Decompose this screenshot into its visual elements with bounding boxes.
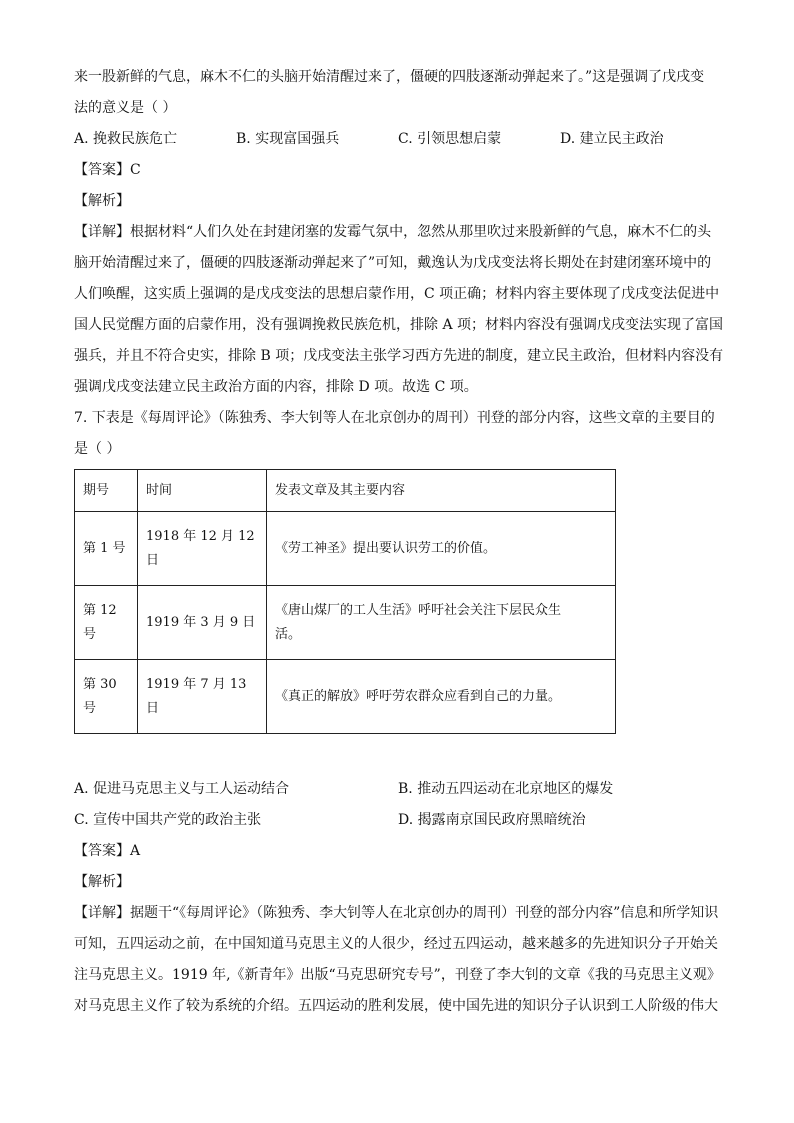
option-d: D. 揭露南京国民政府黑暗统治 [398, 812, 586, 828]
content-cell: 《劳工神圣》提出要认识劳工的价值。 [267, 512, 616, 586]
header-date: 时间 [138, 470, 267, 512]
date-cell: 1919 年 7 月 13 日 [138, 660, 267, 734]
detail-line: 可知，五四运动之前，在中国知道马克思主义的人很少，经过五四运动，越来越多的先进知识分子开始关 [74, 936, 718, 952]
date-cell: 1918 年 12 月 12 日 [138, 512, 267, 586]
detail-line: 脑开始清醒过来了，僵硬的四肢逐渐动弹起来了”可知，戴逸认为戊戌变法将长期处在封建闭塞环境中的 [74, 255, 712, 271]
option-b: B. 实现富国强兵 [236, 131, 340, 147]
detail-line: 国人民觉醒方面的启蒙作用，没有强调挽救民族危机，排除 A 项；材料内容没有强调戊戌变法实现了富国 [74, 317, 724, 333]
detail-line: 【详解】根据材料“人们久处在封建闭塞的发霉气氛中，忽然从那里吹过来股新鲜的气息，麻木不仁的头 [74, 224, 712, 240]
table-row [75, 586, 616, 660]
question-7-stem [74, 403, 724, 465]
detail-line: 强兵，并且不符合史实，排除 B 项；戊戌变法主张学习西方先进的制度，建立民主政治，但材料内容没有 [74, 348, 724, 364]
stem-line: 7. 下表是《每周评论》（陈独秀、李大钊等人在北京创办的周刊）刊登的部分内容，这些文章的主要目的 [74, 410, 715, 426]
weekly-review-table [74, 469, 616, 734]
header-content: 发表文章及其主要内容 [267, 470, 616, 512]
question-7-options-row-1 [74, 774, 724, 805]
detail-line: 【详解】据题干“《每周评论》（陈独秀、李大钊等人在北京创办的周刊）刊登的部分内容”信息和所学知识 [74, 905, 719, 921]
content-cell: 《真正的解放》呼吁劳农群众应看到自己的力量。 [267, 660, 616, 734]
stem-line: 法的意义是（ ） [74, 100, 177, 116]
stem-line: 是（ ） [74, 441, 121, 457]
prev-question-options [74, 124, 724, 155]
header-issue: 期号 [75, 470, 138, 512]
prev-question-detail [74, 217, 724, 403]
option-a: A. 促进马克思主义与工人运动结合 [74, 781, 290, 797]
issue-cell: 第 30 号 [75, 660, 138, 734]
question-7-detail [74, 898, 724, 1022]
option-c: C. 引领思想启蒙 [398, 131, 502, 147]
analysis-label: 【解析】 [74, 874, 130, 890]
detail-line: 对马克思主义作了较为系统的介绍。五四运动的胜利发展，使中国先进的知识分子认识到工人阶级的伟大 [74, 998, 718, 1014]
stem-line: 来一股新鲜的气息，麻木不仁的头脑开始清醒过来了，僵硬的四肢逐渐动弹起来了。”这是强调了戊戌变 [74, 69, 705, 85]
table-row [75, 660, 616, 734]
date-cell: 1919 年 3 月 9 日 [138, 586, 267, 660]
answer-label: 【答案】C [74, 162, 141, 178]
document-page [74, 62, 724, 1022]
detail-line: 强调戊戌变法建立民主政治方面的内容，排除 D 项。故选 C 项。 [74, 379, 478, 395]
issue-cell: 第 1 号 [75, 512, 138, 586]
spacer [74, 734, 724, 774]
table-header-row [75, 470, 616, 512]
option-b: B. 推动五四运动在北京地区的爆发 [398, 781, 614, 797]
analysis-label: 【解析】 [74, 193, 130, 209]
issue-cell: 第 12 号 [75, 586, 138, 660]
prev-question-stem [74, 62, 724, 124]
option-d: D. 建立民主政治 [560, 131, 664, 147]
question-7-options-row-2 [74, 805, 724, 836]
detail-line: 注马克思主义。1919 年,《新青年》出版“马克思研究专号”，刊登了李大钊的文章《我的马克思主义观》 [74, 967, 721, 983]
option-a: A. 挽救民族危亡 [74, 131, 178, 147]
table-row [75, 512, 616, 586]
detail-line: 人们唤醒，这实质上强调的是戊戌变法的思想启蒙作用，C 项正确；材料内容主要体现了戊戌变法促进中 [74, 286, 720, 302]
answer-label: 【答案】A [74, 843, 141, 859]
content-cell: 《唐山煤厂的工人生活》呼吁社会关注下层民众生 活。 [267, 586, 616, 660]
option-c: C. 宣传中国共产党的政治主张 [74, 812, 262, 828]
